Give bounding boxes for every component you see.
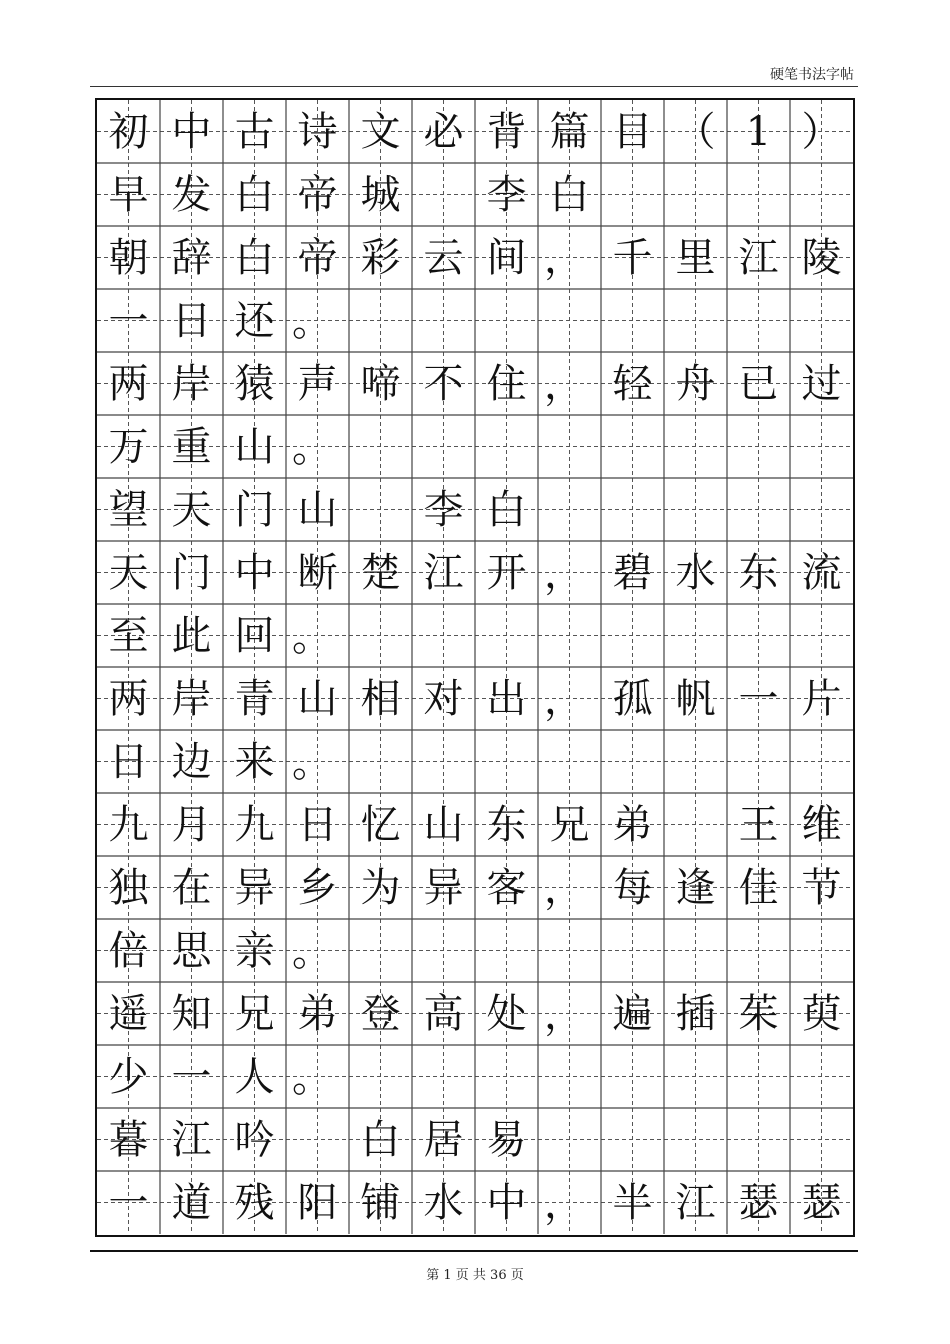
grid-cell: 在 (171, 864, 212, 911)
grid-cell: 江 (171, 1116, 212, 1163)
grid-cell (790, 1045, 853, 1108)
grid-cell (727, 1045, 790, 1108)
grid-cell: 居 (423, 1116, 464, 1163)
grid-cell: 白 (486, 486, 527, 533)
grid-cell: 日 (108, 738, 149, 785)
grid-cell: 重 (171, 423, 212, 470)
grid-cell: 开 (486, 549, 527, 596)
grid-cell: 猿 (234, 360, 275, 407)
grid-cell: 千 (612, 234, 653, 281)
grid-cell (538, 730, 601, 793)
grid-cell: 帝 (297, 234, 338, 281)
grid-cell: 知 (171, 990, 212, 1037)
grid-cell: 里 (675, 234, 716, 281)
grid-cell: 早 (108, 171, 149, 218)
grid-cell: 断 (297, 549, 338, 596)
grid-cell: 不 (423, 360, 464, 407)
grid-cell: ， (544, 236, 584, 282)
grid-cell: 一 (738, 675, 779, 722)
grid-cell (349, 478, 412, 541)
grid-cell: 亲 (234, 927, 275, 974)
grid-cell: 边 (171, 738, 212, 785)
grid-cell: 日 (171, 297, 212, 344)
grid-cell: 间 (486, 234, 527, 281)
grid-cell: 茱 (738, 990, 779, 1037)
grid-cell (412, 163, 475, 226)
grid-cell: 山 (297, 675, 338, 722)
grid-row (97, 604, 853, 667)
grid-cell: 已 (738, 360, 779, 407)
grid-cell (601, 289, 664, 352)
grid-cell (349, 1045, 412, 1108)
grid-cell: 声 (297, 360, 338, 407)
grid-cell (412, 289, 475, 352)
grid-cell (349, 415, 412, 478)
grid-cell: 九 (108, 801, 149, 848)
grid-cell: 九 (234, 801, 275, 848)
grid-cell: 青 (234, 675, 275, 722)
grid-cell: （ (675, 108, 716, 155)
grid-cell (601, 163, 664, 226)
grid-cell: 背 (486, 108, 527, 155)
grid-cell: 一 (171, 1053, 212, 1100)
grid-row (97, 1108, 853, 1171)
grid-cell: 陵 (801, 234, 842, 281)
grid-cell: 两 (108, 675, 149, 722)
grid-cell: 残 (234, 1179, 275, 1226)
grid-cell (727, 478, 790, 541)
grid-cell (475, 730, 538, 793)
grid-cell: 必 (423, 108, 464, 155)
grid-cell: 兄 (234, 990, 275, 1037)
grid-cell: 铺 (360, 1179, 401, 1226)
grid-cell: 弟 (612, 801, 653, 848)
grid-cell: ） (801, 108, 842, 155)
grid-cell (412, 730, 475, 793)
grid-cell: 李 (423, 486, 464, 533)
grid-cell (475, 919, 538, 982)
grid-cell: 辞 (171, 234, 212, 281)
grid-cell: 节 (801, 864, 842, 911)
grid-cell: 碧 (612, 549, 653, 596)
grid-cell (349, 289, 412, 352)
grid-cell: 弟 (297, 990, 338, 1037)
grid-cell: 异 (423, 864, 464, 911)
grid-cell (475, 604, 538, 667)
grid-cell: 日 (297, 801, 338, 848)
grid-cell: 对 (423, 675, 464, 722)
grid-cell (538, 604, 601, 667)
grid-cell: 此 (171, 612, 212, 659)
header-divider (90, 86, 858, 87)
grid-cell: 暮 (108, 1116, 149, 1163)
grid-cell: 瑟 (801, 1179, 842, 1226)
grid-cell (664, 730, 727, 793)
grid-cell (601, 1108, 664, 1171)
grid-cell (664, 1045, 727, 1108)
grid-cell (538, 415, 601, 478)
grid-cell: 独 (108, 864, 149, 911)
grid-cell: 东 (486, 801, 527, 848)
grid-cell: 1 (745, 108, 772, 155)
grid-cell (727, 919, 790, 982)
grid-cell: 半 (612, 1179, 653, 1226)
grid-cell (664, 415, 727, 478)
grid-cell: 朝 (108, 234, 149, 281)
header-title: 硬笔书法字帖 (770, 67, 854, 83)
grid-cell (790, 415, 853, 478)
grid-cell (664, 793, 727, 856)
grid-cell: ， (544, 362, 584, 408)
grid-cell (790, 919, 853, 982)
grid-cell: 门 (234, 486, 275, 533)
grid-cell: 岸 (171, 675, 212, 722)
grid-cell: 吟 (234, 1116, 275, 1163)
grid-cell: 目 (612, 108, 653, 155)
grid-cell: 天 (108, 549, 149, 596)
grid-cell: 异 (234, 864, 275, 911)
grid-cell: ， (544, 992, 584, 1038)
grid-cell (412, 604, 475, 667)
grid-cell: 思 (171, 927, 212, 974)
grid-row (97, 415, 853, 478)
grid-row (97, 352, 853, 415)
grid-cell: 兄 (549, 801, 590, 848)
grid-cell: 帝 (297, 171, 338, 218)
grid-cell: 轻 (612, 360, 653, 407)
grid-row (97, 730, 853, 793)
grid-cell (538, 1108, 601, 1171)
grid-cell: 高 (423, 990, 464, 1037)
grid-cell (475, 1045, 538, 1108)
grid-cell: 城 (360, 171, 401, 218)
grid-cell: 江 (675, 1179, 716, 1226)
grid-cell: 遍 (612, 990, 653, 1037)
grid-cell (664, 604, 727, 667)
grid-cell: 水 (675, 549, 716, 596)
grid-cell (727, 415, 790, 478)
grid-cell (727, 604, 790, 667)
grid-cell: 发 (171, 171, 212, 218)
grid-cell: ， (544, 551, 584, 597)
grid-cell: 至 (108, 612, 149, 659)
grid-cell: 篇 (549, 108, 590, 155)
grid-row (97, 667, 853, 730)
grid-cell: 回 (234, 612, 275, 659)
footer-divider (90, 1250, 858, 1252)
grid-cell: 插 (675, 990, 716, 1037)
grid-cell: 彩 (360, 234, 401, 281)
grid-cell: 阳 (297, 1179, 338, 1226)
grid-cell (727, 163, 790, 226)
grid-cell: 每 (612, 864, 653, 911)
grid-cell (664, 1108, 727, 1171)
grid-cell (727, 730, 790, 793)
grid-row (97, 541, 853, 604)
grid-cell (790, 163, 853, 226)
grid-cell (475, 415, 538, 478)
grid-cell: 山 (234, 423, 275, 470)
grid-row (97, 478, 853, 541)
grid-cell (790, 478, 853, 541)
grid-cell: 处 (486, 990, 527, 1037)
grid-cell (601, 1045, 664, 1108)
grid-cell: 。 (292, 1055, 332, 1101)
grid-cell (538, 919, 601, 982)
grid-cell: 李 (486, 171, 527, 218)
grid-cell: 倍 (108, 927, 149, 974)
grid-cell: 易 (486, 1116, 527, 1163)
grid-cell: 月 (171, 801, 212, 848)
grid-cell (601, 730, 664, 793)
grid-cell: 佳 (738, 864, 779, 911)
grid-cell: 。 (292, 740, 332, 786)
grid-cell: 江 (423, 549, 464, 596)
grid-cell: 维 (801, 801, 842, 848)
grid-cell (349, 604, 412, 667)
grid-cell: 出 (486, 675, 527, 722)
grid-cell: 江 (738, 234, 779, 281)
practice-sheet (95, 98, 855, 1237)
grid-cell: 登 (360, 990, 401, 1037)
grid-cell: 望 (108, 486, 149, 533)
grid-row (97, 100, 853, 163)
grid-row (97, 793, 853, 856)
grid-cell (475, 289, 538, 352)
grid-row (97, 163, 853, 226)
grid-cell: 。 (292, 299, 332, 345)
grid-cell (412, 919, 475, 982)
grid-cell: 。 (292, 425, 332, 471)
grid-cell (727, 1108, 790, 1171)
grid-cell: 逢 (675, 864, 716, 911)
grid-cell: 古 (234, 108, 275, 155)
grid-cell: 。 (292, 614, 332, 660)
grid-cell (664, 919, 727, 982)
grid-cell (601, 919, 664, 982)
grid-cell (538, 478, 601, 541)
grid-cell (601, 604, 664, 667)
grid-cell: 楚 (360, 549, 401, 596)
grid-cell: 初 (108, 108, 149, 155)
grid-cell: 忆 (360, 801, 401, 848)
grid-cell: 住 (486, 360, 527, 407)
grid-cell (664, 478, 727, 541)
grid-cell: 相 (360, 675, 401, 722)
grid-cell: 来 (234, 738, 275, 785)
grid-cell: 中 (171, 108, 212, 155)
grid-cell: 两 (108, 360, 149, 407)
grid-cell (349, 730, 412, 793)
grid-cell: 为 (360, 864, 401, 911)
grid-cell: 少 (108, 1053, 149, 1100)
grid-cell: 天 (171, 486, 212, 533)
grid-cell: 道 (171, 1179, 212, 1226)
grid-cell: 王 (738, 801, 779, 848)
grid-row (97, 289, 853, 352)
grid-cell: 萸 (801, 990, 842, 1037)
grid-cell: 东 (738, 549, 779, 596)
grid-cell (412, 1045, 475, 1108)
grid-cell: 岸 (171, 360, 212, 407)
grid-cell: 还 (234, 297, 275, 344)
grid-row (97, 982, 853, 1045)
grid-cell: 帆 (675, 675, 716, 722)
grid-cell (412, 415, 475, 478)
grid-cell (664, 163, 727, 226)
grid-cell: 一 (108, 297, 149, 344)
grid-cell (664, 289, 727, 352)
grid-cell: 白 (234, 171, 275, 218)
grid-row (97, 1045, 853, 1108)
grid-cell (286, 1108, 349, 1171)
grid-cell: 过 (801, 360, 842, 407)
grid-cell (349, 919, 412, 982)
grid-cell: 山 (423, 801, 464, 848)
grid-cell: 。 (292, 929, 332, 975)
grid-cell: 白 (360, 1116, 401, 1163)
grid-row (97, 1171, 853, 1234)
grid-cell (601, 478, 664, 541)
grid-row (97, 919, 853, 982)
grid-cell (790, 289, 853, 352)
grid-cell: 万 (108, 423, 149, 470)
grid-cell: 孤 (612, 675, 653, 722)
grid-cell: 诗 (297, 108, 338, 155)
grid-cell: 舟 (675, 360, 716, 407)
grid-cell: 水 (423, 1179, 464, 1226)
grid-cell: 客 (486, 864, 527, 911)
grid-cell: 瑟 (738, 1179, 779, 1226)
grid-cell: ， (544, 677, 584, 723)
grid-cell: 一 (108, 1179, 149, 1226)
grid-cell: 山 (297, 486, 338, 533)
grid-cell: 门 (171, 549, 212, 596)
grid-row (97, 856, 853, 919)
grid-cell (790, 604, 853, 667)
grid-cell (601, 415, 664, 478)
grid-cell: 片 (801, 675, 842, 722)
grid-cell (538, 289, 601, 352)
grid-cell: 中 (486, 1179, 527, 1226)
grid-cell: 人 (234, 1053, 275, 1100)
grid-cell: 白 (234, 234, 275, 281)
grid-cell (790, 730, 853, 793)
grid-cell: 流 (801, 549, 842, 596)
grid-cell: 中 (234, 549, 275, 596)
grid-cell (790, 1108, 853, 1171)
grid-cell: ， (544, 1181, 584, 1227)
grid-cell: 白 (549, 171, 590, 218)
grid-cell: 文 (360, 108, 401, 155)
grid-cell: 乡 (297, 864, 338, 911)
grid-cell: 啼 (360, 360, 401, 407)
page-number: 第 1 页 共 36 页 (426, 1268, 524, 1283)
grid-cell: 云 (423, 234, 464, 281)
grid-row (97, 226, 853, 289)
grid-cell (538, 1045, 601, 1108)
grid-cell (727, 289, 790, 352)
grid-cell: ， (544, 866, 584, 912)
grid-cell: 遥 (108, 990, 149, 1037)
